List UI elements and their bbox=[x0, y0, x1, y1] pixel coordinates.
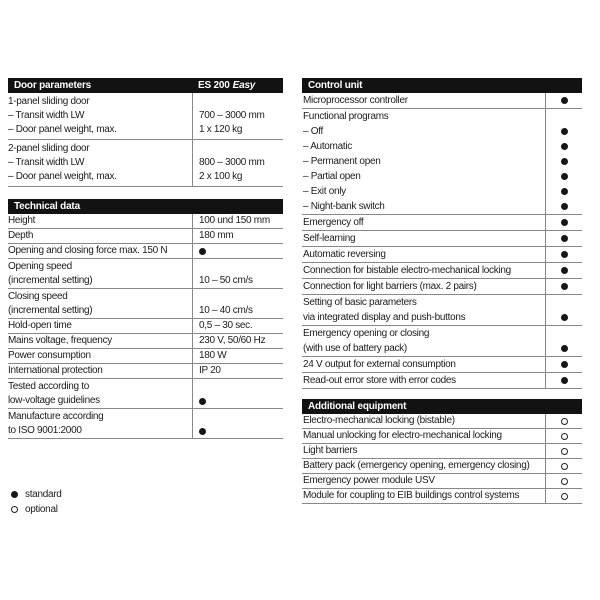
table-row bbox=[8, 156, 283, 170]
column-divider bbox=[545, 414, 546, 504]
legend-standard-label: standard bbox=[25, 489, 62, 500]
table-row bbox=[302, 263, 582, 279]
table-row bbox=[302, 215, 582, 231]
row-value: IP 20 bbox=[199, 365, 221, 376]
row-value: 100 und 150 mm bbox=[199, 215, 270, 226]
row-label: Emergency opening or closing bbox=[303, 328, 430, 339]
table-row bbox=[8, 409, 283, 439]
standard-dot-icon bbox=[199, 398, 206, 405]
section-header bbox=[302, 399, 582, 414]
row-label: Opening and closing force max. 150 N bbox=[8, 245, 168, 256]
optional-dot-icon bbox=[561, 433, 568, 440]
standard-dot-icon bbox=[561, 158, 568, 165]
standard-dot-icon bbox=[561, 173, 568, 180]
section-title: Door parameters bbox=[14, 80, 92, 91]
row-label: International protection bbox=[8, 365, 103, 376]
row-label: Connection for bistable electro-mechanical locking bbox=[303, 265, 511, 276]
legend bbox=[11, 487, 62, 517]
door-parameters-table bbox=[8, 78, 283, 187]
control-unit-table bbox=[302, 78, 582, 389]
table-row bbox=[8, 289, 283, 319]
section-title: Technical data bbox=[14, 201, 80, 212]
optional-dot-icon bbox=[561, 418, 568, 425]
table-row bbox=[302, 279, 582, 295]
table-row bbox=[302, 326, 582, 357]
row-label: Battery pack (emergency opening, emergency closing) bbox=[303, 460, 530, 471]
standard-dot-icon bbox=[199, 248, 206, 255]
row-label: Depth bbox=[8, 230, 34, 241]
table-row bbox=[302, 231, 582, 247]
standard-dot-icon bbox=[561, 203, 568, 210]
row-value: 1 x 120 kg bbox=[199, 124, 243, 135]
row-label: (incremental setting) bbox=[8, 305, 93, 316]
row-label: 2-panel sliding door bbox=[8, 143, 90, 154]
product-name: ES 200 bbox=[198, 80, 230, 91]
row-label: Connection for light barriers (max. 2 pairs) bbox=[303, 281, 477, 292]
row-label: Emergency off bbox=[303, 217, 364, 228]
standard-dot-icon bbox=[561, 377, 568, 384]
row-value: 10 – 50 cm/s bbox=[199, 275, 253, 286]
section-title: Additional equipment bbox=[308, 401, 407, 412]
column-divider bbox=[545, 93, 546, 389]
standard-dot-icon bbox=[561, 267, 568, 274]
legend-standard bbox=[11, 487, 62, 502]
standard-dot-icon bbox=[561, 361, 568, 368]
column-divider bbox=[192, 93, 193, 187]
row-label: Microprocessor controller bbox=[303, 95, 408, 106]
row-label: Self-learning bbox=[303, 233, 356, 244]
table-row bbox=[8, 214, 283, 229]
table-row bbox=[8, 170, 283, 184]
section-header bbox=[8, 78, 283, 93]
table-row bbox=[302, 247, 582, 263]
section-header bbox=[8, 199, 283, 214]
row-label: Functional programs bbox=[303, 111, 389, 122]
table-group bbox=[8, 93, 283, 140]
row-label: Opening speed bbox=[8, 261, 72, 272]
row-label: Power consumption bbox=[8, 350, 91, 361]
table-row bbox=[302, 489, 582, 504]
table-row bbox=[302, 429, 582, 444]
table-row bbox=[302, 459, 582, 474]
standard-dot-icon bbox=[561, 345, 568, 352]
row-value bbox=[192, 95, 283, 109]
row-label: Hold-open time bbox=[8, 320, 72, 331]
standard-dot-icon bbox=[561, 128, 568, 135]
legend-optional bbox=[11, 502, 62, 517]
row-label: – Off bbox=[303, 126, 323, 137]
row-label: 1-panel sliding door bbox=[8, 96, 90, 107]
table-row bbox=[302, 93, 582, 109]
row-value: 0,5 – 30 sec. bbox=[199, 320, 253, 331]
row-label: low-voltage guidelines bbox=[8, 395, 100, 406]
table-row bbox=[8, 379, 283, 409]
optional-dot-icon bbox=[561, 463, 568, 470]
table-row bbox=[302, 444, 582, 459]
standard-dot-icon bbox=[561, 143, 568, 150]
table-row bbox=[302, 414, 582, 429]
standard-dot-icon bbox=[199, 428, 206, 435]
table-row bbox=[8, 229, 283, 244]
row-label: Height bbox=[8, 215, 36, 226]
table-row bbox=[8, 349, 283, 364]
table-row bbox=[302, 109, 582, 215]
row-value: 180 W bbox=[199, 350, 227, 361]
section-header bbox=[302, 78, 582, 93]
row-label: Module for coupling to EIB buildings control systems bbox=[303, 490, 520, 501]
table-row bbox=[302, 295, 582, 326]
row-label: – Exit only bbox=[303, 186, 346, 197]
table-row bbox=[8, 142, 283, 156]
row-value: 800 – 3000 mm bbox=[199, 157, 265, 168]
table-row bbox=[8, 244, 283, 259]
product-variant: Easy bbox=[232, 80, 256, 91]
row-label: Read-out error store with error codes bbox=[303, 375, 456, 386]
table-row bbox=[8, 334, 283, 349]
row-label: 24 V output for external consumption bbox=[303, 359, 456, 370]
optional-dot-icon bbox=[561, 493, 568, 500]
optional-dot-icon bbox=[561, 448, 568, 455]
row-label: Manufacture according bbox=[8, 411, 104, 422]
section-title: Control unit bbox=[308, 80, 363, 91]
row-label: – Night-bank switch bbox=[303, 201, 385, 212]
standard-dot-icon bbox=[561, 251, 568, 258]
optional-dot-icon bbox=[561, 478, 568, 485]
table-group bbox=[8, 140, 283, 187]
table-row bbox=[302, 474, 582, 489]
row-label: Emergency power module USV bbox=[303, 475, 435, 486]
row-label: – Partial open bbox=[303, 171, 361, 182]
row-label: Automatic reversing bbox=[303, 249, 386, 260]
table-row bbox=[302, 357, 582, 373]
row-label: Light barriers bbox=[303, 445, 358, 456]
row-label: (with use of battery pack) bbox=[303, 343, 407, 354]
table-row bbox=[8, 259, 283, 289]
table-row bbox=[8, 319, 283, 334]
row-value: 230 V, 50/60 Hz bbox=[199, 335, 266, 346]
table-row bbox=[8, 109, 283, 123]
row-label: (incremental setting) bbox=[8, 275, 93, 286]
product-column-header bbox=[198, 78, 255, 93]
row-label: to ISO 9001:2000 bbox=[8, 425, 82, 436]
row-label: Manual unlocking for electro-mechanical locking bbox=[303, 430, 502, 441]
optional-dot-icon bbox=[11, 506, 18, 513]
row-label: – Door panel weight, max. bbox=[8, 171, 117, 182]
row-value bbox=[192, 142, 283, 156]
row-label: – Transit width LW bbox=[8, 110, 85, 121]
row-label: – Transit width LW bbox=[8, 157, 85, 168]
row-label: Tested according to bbox=[8, 381, 90, 392]
row-value: 2 x 100 kg bbox=[199, 171, 243, 182]
table-row bbox=[8, 123, 283, 137]
legend-optional-label: optional bbox=[25, 504, 58, 515]
table-row bbox=[8, 364, 283, 379]
standard-dot-icon bbox=[561, 188, 568, 195]
column-divider bbox=[192, 214, 193, 439]
row-label: Electro-mechanical locking (bistable) bbox=[303, 415, 455, 426]
row-value: 700 – 3000 mm bbox=[199, 110, 265, 121]
technical-data-table bbox=[8, 199, 283, 439]
standard-dot-icon bbox=[561, 219, 568, 226]
row-value: 10 – 40 cm/s bbox=[199, 305, 253, 316]
standard-dot-icon bbox=[11, 491, 18, 498]
standard-dot-icon bbox=[561, 235, 568, 242]
row-value: 180 mm bbox=[199, 230, 234, 241]
standard-dot-icon bbox=[561, 314, 568, 321]
additional-equipment-table bbox=[302, 399, 582, 504]
standard-dot-icon bbox=[561, 283, 568, 290]
row-label: – Automatic bbox=[303, 141, 352, 152]
row-label: via integrated display and push-buttons bbox=[303, 312, 466, 323]
table-row bbox=[302, 373, 582, 389]
table-row bbox=[8, 95, 283, 109]
row-label: – Door panel weight, max. bbox=[8, 124, 117, 135]
row-label: Setting of basic parameters bbox=[303, 297, 417, 308]
row-label: Closing speed bbox=[8, 291, 68, 302]
standard-dot-icon bbox=[561, 97, 568, 104]
row-label: – Permanent open bbox=[303, 156, 381, 167]
row-label: Mains voltage, frequency bbox=[8, 335, 112, 346]
